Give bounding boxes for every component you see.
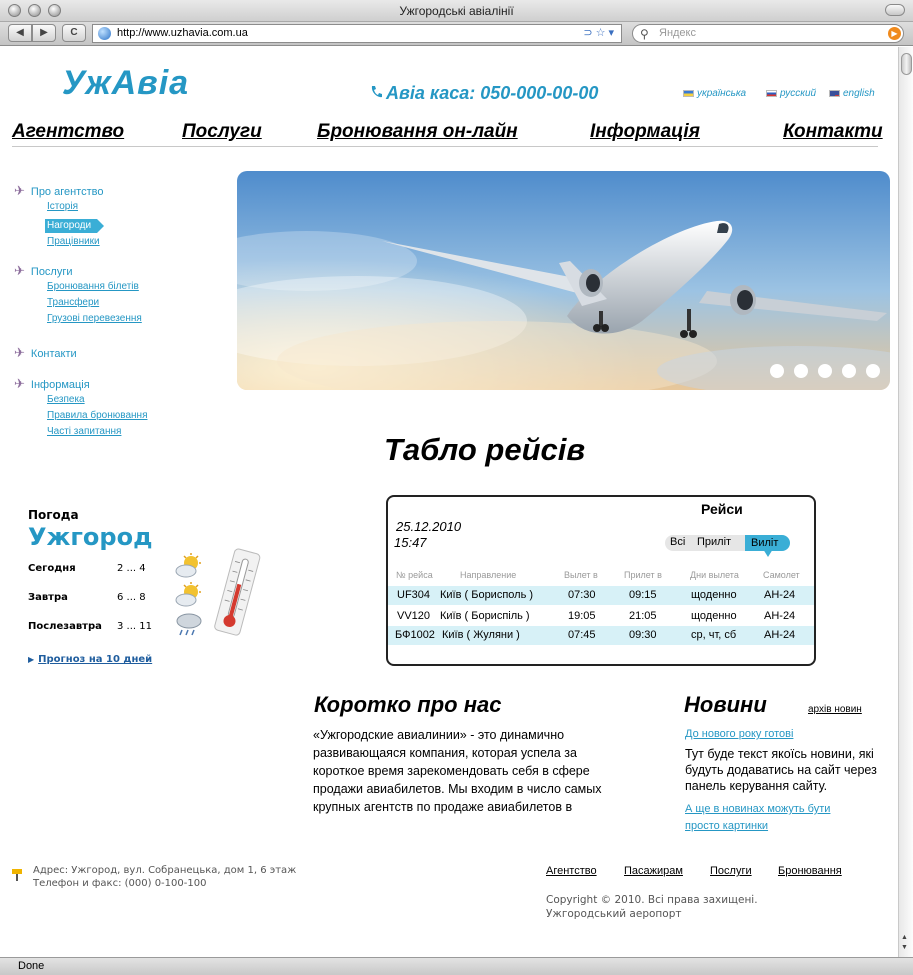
about-heading: Коротко про нас <box>314 692 502 717</box>
cell-departure: 07:45 <box>568 629 596 641</box>
nav-services[interactable]: Послуги <box>182 121 262 142</box>
sun-cloud-icon <box>174 553 204 582</box>
sidebar-group-services <box>14 263 142 327</box>
news-archive-link[interactable]: архів новин <box>808 704 862 715</box>
site-logo[interactable]: УжАвіа <box>62 64 190 102</box>
sidebar-item-awards[interactable]: Нагороди <box>45 219 97 233</box>
plane-icon: ✈ <box>14 263 25 278</box>
ukraine-flag-icon <box>683 90 694 97</box>
board-time: 15:47 <box>394 535 427 550</box>
window-titlebar <box>0 0 913 22</box>
lang-ukrainian[interactable] <box>683 88 746 99</box>
sidebar-item-contacts[interactable] <box>14 345 77 361</box>
table-row[interactable] <box>388 626 814 645</box>
status-bar <box>0 957 913 975</box>
sidebar-item-faq[interactable]: Часті запитання <box>47 426 122 437</box>
sidebar-item-about[interactable] <box>14 183 103 199</box>
lang-label: русский <box>780 88 817 99</box>
footer-phone: Телефон и факс: (000) 0-100-100 <box>33 878 207 889</box>
filter-arrivals[interactable]: Приліт <box>697 536 732 548</box>
cell-days: щоденно <box>691 589 737 601</box>
cell-arrival: 21:05 <box>629 610 657 622</box>
sidebar-group-information <box>14 376 147 440</box>
footer-address: Адрес: Ужгород, вул. Собранецька, дом 1, 6 этаж <box>33 865 297 876</box>
search-placeholder: Яндекс <box>659 27 696 39</box>
cell-arrival: 09:15 <box>629 589 657 601</box>
scrollbar-thumb[interactable] <box>901 53 912 75</box>
column-days[interactable]: Дни вылета <box>690 570 739 580</box>
plane-icon: ✈ <box>14 183 25 198</box>
usa-flag-icon <box>829 90 840 97</box>
cell-direction: Київ ( Бориспіль ) <box>440 610 530 622</box>
slider-dot[interactable] <box>794 364 808 378</box>
status-text: Done <box>18 960 45 972</box>
news-link-new-year[interactable]: До нового року готові <box>685 728 794 740</box>
lang-russian[interactable] <box>766 88 816 99</box>
filter-all[interactable]: Всі <box>670 536 686 548</box>
board-title: Рейси <box>701 501 743 517</box>
cell-aircraft: АН-24 <box>764 610 796 622</box>
cell-days: щоденно <box>691 610 737 622</box>
slider-dot[interactable] <box>866 364 880 378</box>
sidebar-item-safety[interactable]: Безпека <box>47 394 85 405</box>
sidebar-item-transfers[interactable]: Трансфери <box>47 297 100 308</box>
footer-copyright: Copyright © 2010. Всі права захищені. <box>546 894 758 906</box>
search-icon: ⚲ <box>640 27 649 41</box>
globe-icon <box>98 27 111 40</box>
hero-slider[interactable] <box>237 171 890 390</box>
plane-icon: ✈ <box>14 376 25 391</box>
weather-temp: 2 ... 4 <box>117 563 146 574</box>
window-title: Ужгородські авіалінії <box>399 4 514 18</box>
address-bar[interactable] <box>92 24 622 43</box>
sidebar-item-staff[interactable]: Працівники <box>47 236 100 247</box>
sidebar-group-contacts <box>14 345 77 361</box>
sun-cloud-icon <box>174 582 204 611</box>
thermometer-icon <box>212 548 262 643</box>
flight-board <box>386 495 816 666</box>
url-text: http://www.uzhavia.com.ua <box>117 27 248 39</box>
news-link-pictures[interactable]: А ще в новинах можуть бути просто картинки <box>685 803 831 832</box>
forward-button[interactable]: ▶ <box>32 24 56 42</box>
phone-icon <box>370 83 382 104</box>
sidebar-item-history[interactable]: Історія <box>47 201 79 212</box>
slider-dots <box>760 364 880 383</box>
reload-button[interactable]: C <box>62 24 86 42</box>
nav-booking-online[interactable]: Бронювання он-лайн <box>317 121 518 142</box>
filter-departures[interactable]: Виліт <box>745 535 790 551</box>
column-departure[interactable]: Вылет в <box>564 570 598 580</box>
about-text: «Ужгородские авиалинии» - это динамично развивающаяся компания, которая успела за короткое время зарекомендовать себя в сфере продажи авиабилетов. Мы входим в число самых крупных агентств по продаже авиабилетов в <box>313 728 602 814</box>
address-pin-icon <box>12 868 22 886</box>
plane-icon: ✈ <box>14 345 25 360</box>
back-button[interactable]: ◀ <box>8 24 32 42</box>
cell-departure: 19:05 <box>568 610 596 622</box>
filter-pointer-icon <box>763 549 773 557</box>
weather-city: Ужгород <box>28 523 153 551</box>
weather-day: Послезавтра <box>28 621 102 632</box>
airplane-photo <box>237 171 890 390</box>
footer-airport: Ужгородський аеропорт <box>546 908 682 920</box>
nav-contacts[interactable]: Контакти <box>783 121 883 142</box>
forecast-10-days-link[interactable] <box>28 654 152 665</box>
column-aircraft[interactable]: Самолет <box>763 570 800 580</box>
sidebar-group-agency <box>14 183 103 250</box>
cell-departure: 07:30 <box>568 589 596 601</box>
board-heading: Табло рейсів <box>384 432 586 467</box>
footer-address-block <box>33 864 296 890</box>
cell-direction: Київ ( Жуляни ) <box>442 629 520 641</box>
phone-number <box>370 83 598 104</box>
footer-copyright-block <box>546 893 758 921</box>
sidebar-label: Послуги <box>30 266 73 278</box>
footer-link-services[interactable]: Послуги <box>710 865 752 877</box>
weather-day: Завтра <box>28 592 68 603</box>
weather-widget <box>28 508 152 551</box>
sidebar-item-information[interactable] <box>14 376 147 392</box>
browser-toolbar <box>0 22 913 46</box>
table-row[interactable] <box>388 607 814 626</box>
sidebar-item-cargo[interactable]: Грузові перевезення <box>47 313 142 324</box>
rain-cloud-icon <box>174 611 204 640</box>
nav-information[interactable]: Інформація <box>590 121 700 142</box>
weather-day: Сегодня <box>28 563 76 574</box>
weather-temp: 6 ... 8 <box>117 592 146 603</box>
arrow-right-icon: ▶ <box>28 655 35 664</box>
cell-flight: БФ1002 <box>395 629 435 641</box>
vertical-scrollbar[interactable] <box>898 47 913 957</box>
table-row[interactable] <box>388 586 814 605</box>
cell-flight: UF304 <box>397 589 431 601</box>
scroll-arrows-icon[interactable]: ▲ ▼ <box>901 934 908 951</box>
weather-label: Погода <box>28 508 79 522</box>
rss-bookmark-icons[interactable]: ⊃☆▾ <box>583 27 617 39</box>
toolbar-toggle-button[interactable] <box>885 4 905 16</box>
slider-dot[interactable] <box>770 364 784 378</box>
footer-link-agency[interactable]: Агентство <box>546 865 597 877</box>
sidebar-item-booking-rules[interactable]: Правила бронювання <box>47 410 148 421</box>
sidebar-label: Контакти <box>30 348 77 360</box>
news-text: Тут буде текст якоїсь новини, які будуть додаватись на сайт через панель керування сайту. <box>685 747 877 793</box>
cell-aircraft: АН-24 <box>764 629 796 641</box>
nav-divider <box>12 146 878 147</box>
board-date: 25.12.2010 <box>396 519 462 534</box>
lang-english[interactable] <box>829 88 875 99</box>
lang-label: english <box>843 88 875 99</box>
news-heading: Новини <box>684 692 767 717</box>
nav-agency[interactable]: Агентство <box>12 121 125 142</box>
footer-link-passengers[interactable]: Пасажирам <box>624 865 683 877</box>
forecast-link-text: Прогноз на 10 дней <box>38 654 153 665</box>
slider-dot[interactable] <box>818 364 832 378</box>
column-direction[interactable]: Направление <box>460 570 517 580</box>
phone-text: Авіа каса: 050-000-00-00 <box>386 83 599 103</box>
lang-label: українська <box>697 88 747 99</box>
sidebar-label: Про агентство <box>30 186 104 198</box>
russia-flag-icon <box>766 90 777 97</box>
cell-direction: Київ ( Борисполь ) <box>440 589 534 601</box>
sidebar-label: Інформація <box>30 379 90 391</box>
footer-link-booking[interactable]: Бронювання <box>778 865 842 877</box>
search-input[interactable] <box>632 24 904 43</box>
slider-dot[interactable] <box>842 364 856 378</box>
cell-days: ср, чт, сб <box>691 629 737 641</box>
column-flight[interactable]: № рейса <box>396 570 433 580</box>
sidebar-item-services[interactable] <box>14 263 142 279</box>
weather-temp: 3 ... 11 <box>117 621 152 632</box>
column-arrival[interactable]: Прилет в <box>624 570 662 580</box>
cell-arrival: 09:30 <box>629 629 657 641</box>
cell-flight: VV120 <box>397 610 431 622</box>
sidebar-item-ticket-booking[interactable]: Бронювання білетів <box>47 281 139 292</box>
cell-aircraft: АН-24 <box>764 589 796 601</box>
search-go-icon[interactable]: ▶ <box>888 27 901 40</box>
